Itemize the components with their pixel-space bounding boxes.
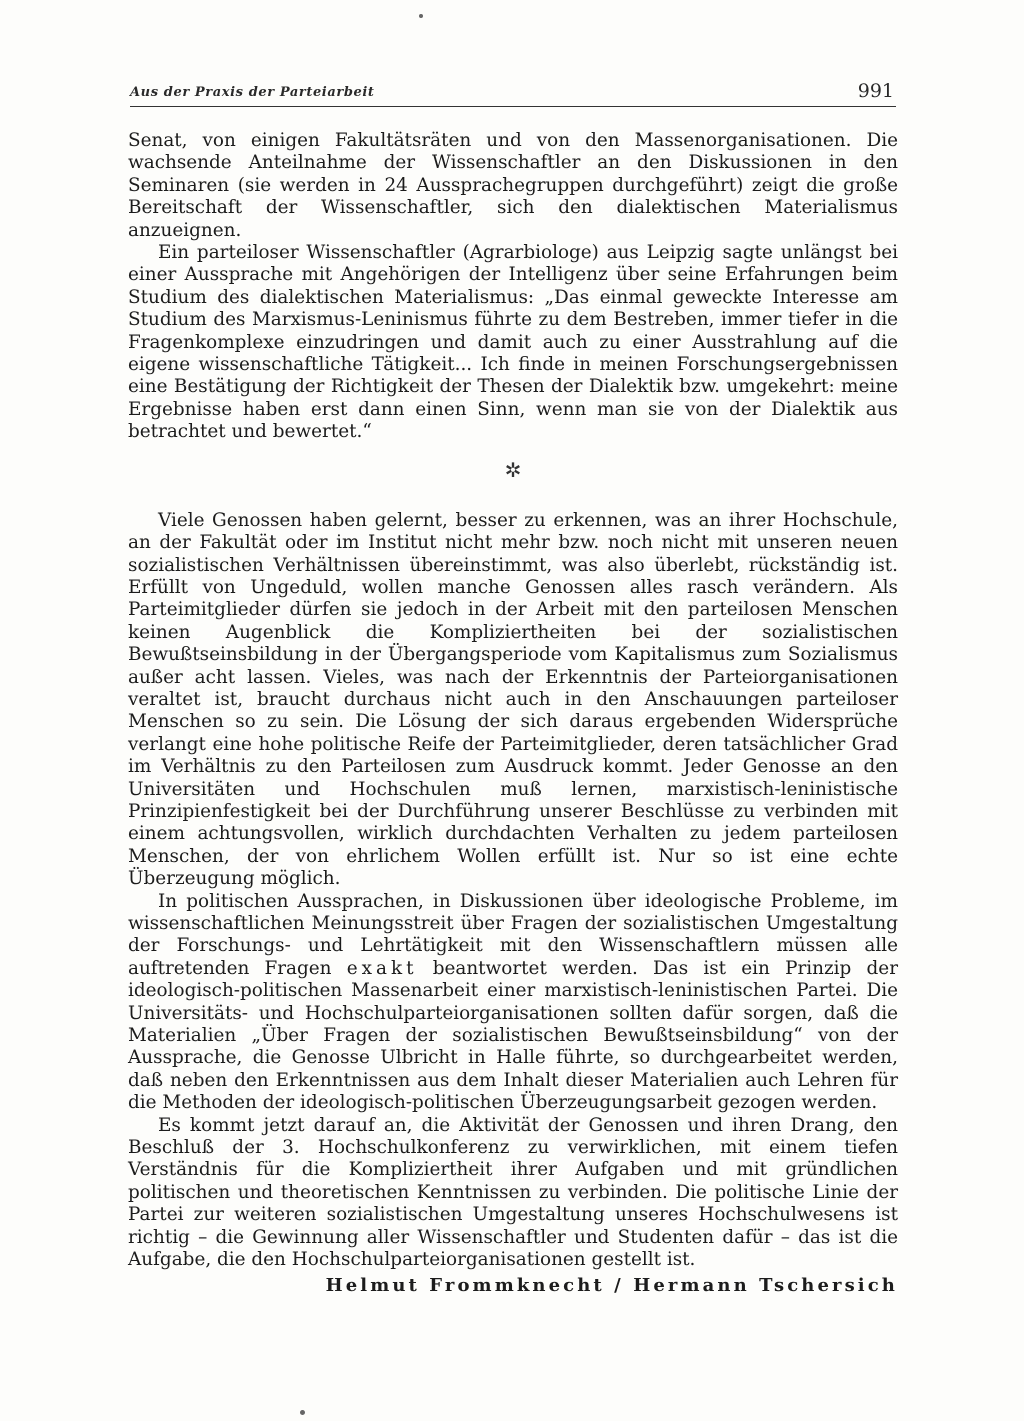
author-signature: Helmut Frommknecht / Hermann Tschersich (325, 1274, 898, 1296)
paragraph-text: beantwortet werden. Das ist ein Prinzip der ideologisch-politischen Massenarbeit einer marxistisch-leninistischen Partei. Die Universitäts- und Hochschulparteiorganisationen sollten dafür sorgen, daß die Materialien „Über Fragen der sozialistischen Bewußtseinsbildung“ von der Aussprache, die Genosse Ulbricht in Halle führte, so durchgearbeitet werden, daß neben den Erkenntnissen aus dem Inhalt dieser Materialien auch Lehren für die Methoden der ideologisch-politischen Überzeugungsarbeit gezogen werden. (128, 957, 898, 1114)
paragraph-quote: Ein parteiloser Wissenschaftler (Agrarbiologe) aus Leipzig sagte unlängst bei einer Aussprache mit Angehörigen der Intelligenz über seine Erfahrungen beim Studium des dialektischen Materialismus: „Das einmal geweckte Interesse am Studium des Marxismus-Leninismus führte zu dem Bestreben, immer tiefer in die Fragenkomplexe einzudringen und damit auch zu einer Ausstrahlung auf die eigene wissenschaftliche Tätigkeit... Ich finde in meinen Forschungsergebnissen eine Bestätigung der Richtigkeit der Thesen der Dialektik bzw. umgekehrt: meine Ergebnisse haben erst dann einen Sinn, wenn man sie von der Dialektik aus betrachtet und bewertet.“ (128, 242, 898, 443)
running-title: Aus der Praxis der Parteiarbeit (130, 85, 375, 100)
paragraph-conclusion: Es kommt jetzt darauf an, die Aktivität der Genossen und ihren Drang, den Beschluß der 3. Hochschulkonferenz zu verwirklichen, mit einem tiefen Verständnis für die Kompliziertheit ihrer Aufgaben und mit gründlichen politischen und theoretischen Kenntnissen zu verbinden. Die politische Linie der Partei zur weiteren sozialistischen Umgestaltung unseres Hochschulwesens ist richtig – die Gewinnung aller Wissenschaftler und Studenten dafür – das ist die Aufgabe, die den Hochschulparteiorganisationen gestellt ist. (128, 1114, 898, 1271)
page-number: 991 (857, 80, 894, 102)
ink-speck (419, 14, 423, 18)
spaced-emphasis: exakt (346, 957, 418, 979)
running-header (130, 76, 896, 107)
paragraph-aussprachen (128, 891, 898, 1115)
section-divider-star: ✲ (504, 457, 522, 482)
paragraph-text: In politischen Aussprachen, in Diskussionen über ideologische Probleme, im wissenschaftlichen Meinungsstreit über Fragen der sozialistischen Umgestaltung der Forschungs- und Lehrtätigkeit mit den Wissenschaftlern müssen alle auftretenden Fragen (128, 890, 898, 979)
paragraph-genossen: Viele Genossen haben gelernt, besser zu erkennen, was an ihrer Hochschule, an der Fakultät oder im Institut nicht mehr bzw. noch nicht mit unseren neuen sozialistischen Verhältnissen übereinstimmt, was also überlebt, rückständig ist. Erfüllt von Ungeduld, wollen manche Genossen alles rasch verändern. Als Parteimitglieder dürfen sie jedoch in der Arbeit mit den parteilosen Menschen keinen Augenblick die Kompliziertheiten bei der sozialistischen Bewußtseinsbildung in der Übergangsperiode vom Kapitalismus zum Sozialismus außer acht lassen. Vieles, was nach der Erkenntnis der Parteiorganisationen veraltet ist, braucht durchaus nicht auch in den Anschauungen parteiloser Menschen so zu sein. Die Lösung der sich daraus ergebenden Widersprüche verlangt eine hohe politische Reife der Parteimitglieder, deren tatsächlicher Grad im Verhältnis zu den Parteilosen zum Ausdruck kommt. Jeder Genosse an den Universitäten und Hochschulen muß lernen, marxistisch-leninistische Prinzipienfestigkeit bei der Durchführung unserer Beschlüsse zu verbinden mit einem achtungsvollen, wirklich durchdachten Verhalten zu jedem parteilosen Menschen, der von ehrlichem Wollen erfüllt ist. Nur so ist eine echte Überzeugung möglich. (128, 509, 898, 890)
article-body (128, 130, 898, 1297)
ink-speck (300, 1410, 305, 1415)
paragraph-continuation: Senat, von einigen Fakultätsräten und von den Massenorganisationen. Die wachsende Anteilnahme der Wissenschaftler an den Diskussionen in den Seminaren (sie werden in 24 Aussprachegruppen durchgeführt) zeigt die große Bereitschaft der Wissenschaftler, sich den dialektischen Materialismus anzueignen. (128, 130, 898, 241)
